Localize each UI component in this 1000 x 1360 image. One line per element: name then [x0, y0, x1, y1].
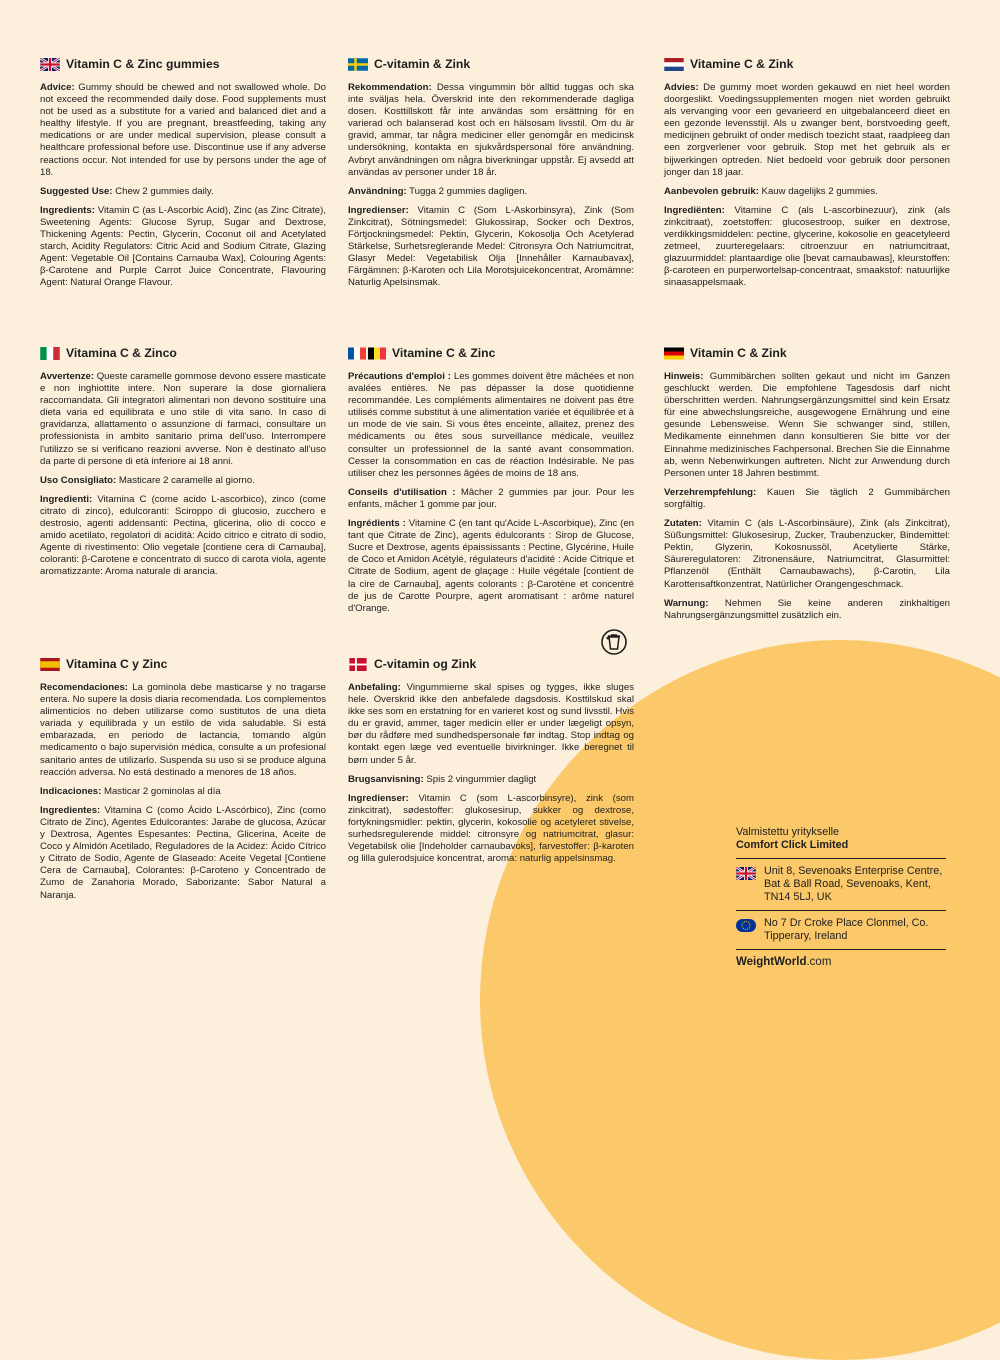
title-text: Vitamin C & Zinc gummies — [66, 56, 220, 71]
made-by-label: Valmistettu yritykselle — [736, 826, 839, 838]
ie-address: No 7 Dr Croke Place Clonmel, Co. Tipperary, Ireland — [764, 917, 929, 942]
section-title-es — [40, 656, 326, 672]
france-belgium-flags — [348, 347, 386, 360]
eu-flag-icon — [736, 919, 756, 932]
advice-paragraph: Advies: De gummy moet worden gekauwd en niet heel worden doorgeslikt. Voedingssupplementen mogen niet worden gebruikt als vervanging voor een gevarieerd en uitgebalanceerd dieet en een gezonde levensstijl. Als u zwanger bent, borstvoeding geeft, medicijnen gebruikt of onder medisch toezicht staat, raadpleeg dan een zorgverlener voor gebruik. Stop met het gebruik als er bijwerkingen optreden. Niet bedoeld voor gebruik door personen jonger dan 18 jaar. — [664, 82, 950, 178]
use-paragraph: Användning: Tugga 2 gummies dagligen. — [348, 185, 528, 197]
germany-flag-icon — [664, 347, 684, 360]
title-text: C-vitamin & Zink — [374, 56, 471, 71]
use-paragraph: Uso Consigliato: Masticare 2 caramelle al giorno. — [40, 474, 255, 486]
use-paragraph: Suggested Use: Chew 2 gummies daily. — [40, 185, 214, 197]
belgium-flag-icon — [368, 347, 386, 360]
advice-paragraph: Précautions d'emploi : Les gommes doivent être mâchées et non avalées entières. Ne pas dépasser la dose quotidienne recommandée. Les compléments alimentaires ne doivent pas être utilisés comme substitut à une alimentation variée et équilibrée et à un mode de vie sain. Si vous êtes enceinte, allaitez, prenez des médicaments ou êtes sous surveillance médicale, veuillez consulter un professionnel de la santé avant consommation. Cesser la consommation en cas de réaction Indésirable. Ne pas utiliser chez les personnes âgées de moins de 18 ans. — [348, 371, 634, 479]
ingredients-paragraph: Ingredienti: Vitamina C (come acido L-ascorbico), zinco (come citrato di zinco), edulcoranti: Sciroppo di glucosio, zucchero e destrosio, agenti addensanti: Pectina, glicerina, olio di cocco e amido acetilato, regolatori di acidità: Acido citrico e citrato di sodio, Agente di rivestimento: Olio vegetale [contiene cera di Carnauba], coloranti: β-Carotene e concentrato di succo di carota viola, agente aromatizzante: Aroma naturale di arancia. — [40, 493, 326, 578]
ingredients-paragraph: Ingredientes: Vitamina C (como Ácido L-Ascórbico), Zinc (como Citrato de Zinc), Agentes Edulcorantes: Jarabe de glucosa, Azúcar y Dextrosa, Agentes Espesantes: Pectina, Glicerina, Aceite de Coco y Almidón Acetilado, Reguladores de la Acidez: Ácido Cítrico y Citrato de Sodio, Agente de Glaseado: Aceite Vegetal [Contiene Cera de Carnauba], Colorantes: β-Caroteno y Concentrado de Zumo de Zanahoria Morado, Saborizante: Sabor Natural a Naranja. — [40, 804, 326, 901]
brand-suffix: .com — [806, 956, 832, 968]
advice-paragraph: Rekommendation: Dessa vingummin bör alltid tuggas och ska inte sväljas hela. Överskrid inte den rekommenderade dagliga dosen. Kosttillskott får inte användas som ersättning för en varierad och balanserad kost och en hälsosam livsstil. Om du är gravid, ammar, tar några mediciner eller genomgår en medicinsk undersökning, kontakta en sjukvårdspersonal före användning. Avbryt användningen om några biverkningar uppstår. Ej avsedd att användas av personer under 18 år. — [348, 82, 634, 178]
recycling-bin-icon — [600, 628, 628, 656]
section-french — [348, 345, 634, 622]
section-title-it — [40, 345, 326, 361]
section-swedish — [348, 56, 634, 297]
company-name: Comfort Click Limited — [736, 839, 849, 851]
uk-address: Unit 8, Sevenoaks Enterprise Centre, Bat & Ball Road, Sevenoaks, Kent, TN14 5LJ, UK — [764, 865, 943, 903]
title-text: Vitamina C y Zinc — [66, 656, 168, 671]
section-title-da — [348, 656, 634, 672]
title-text: Vitamine C & Zink — [690, 56, 794, 71]
use-paragraph: Aanbevolen gebruik: Kauw dagelijks 2 gummies. — [664, 185, 878, 197]
title-text: Vitamine C & Zinc — [392, 345, 496, 360]
section-title-fr — [348, 345, 634, 361]
section-spanish — [40, 656, 326, 909]
section-dutch — [664, 56, 950, 297]
brand-logo — [736, 956, 946, 969]
denmark-flag-icon — [348, 658, 368, 671]
warning-paragraph: Warnung: Nehmen Sie keine anderen zinkhaltigen Nahrungsergänzungsmittel zusätzlich ein. — [664, 597, 950, 621]
section-title-nl — [664, 56, 950, 72]
title-text: Vitamin C & Zink — [690, 345, 787, 360]
uk-address-row — [736, 858, 946, 904]
netherlands-flag-icon — [664, 58, 684, 71]
use-paragraph: Brugsanvisning: Spis 2 vingummier dagligt — [348, 773, 537, 785]
uk-flag-icon — [40, 58, 60, 71]
use-paragraph: Indicaciones: Masticar 2 gominolas al día — [40, 785, 221, 797]
ie-address-row — [736, 910, 946, 950]
ingredients-paragraph: Ingredients: Vitamin C (as L-Ascorbic Acid), Zinc (as Zinc Citrate), Sweetening Agents: Glucose Syrup, Sugar and Dextrose, Thickening Agents: Pectin, Glycerin, Coconut oil and Acetylated starch, Acidity Regulators: Citric Acid and Sodium Citrate, Glazing Agent: Vegetable Oil [Contains Carnauba Wax], Colouring Agents: β-Carotene and Purple Carrot Juice Concentrate, Flavouring Agent: Natural Orange Flavour. — [40, 204, 326, 289]
brand-name: WeightWorld — [736, 956, 807, 968]
ingredients-paragraph: Ingrediënten: Vitamine C (als L-ascorbinezuur), zink (als zinkcitraat), zoetstoffen: glucosestroop, suiker en dextrose, verdikkingsmiddelen: pectine, glycerine, kokosolie en geacetyleerd zetmeel, zuurteregelaars: citroenzuur en natriumcitraat, glazuurmiddel: plantaardige olie [bevat carnaubawas], kleurstoffen: β-caroteen en purperwortelsap-concentraat, smaakstof: natuurlijke sinaasappelsmaak. — [664, 204, 950, 289]
use-paragraph: Conseils d'utilisation : Mâcher 2 gummies par jour. Pour les enfants, mâcher 1 gomme par jour. — [348, 486, 634, 510]
advice-paragraph: Recomendaciones: La gominola debe masticarse y no tragarse entera. No supere la dosis diaria recomendada. Los complementos alimenticios no deben utilizarse como sustitutos de una dieta variada y equilibrada y un estilo de vida saludable. Si está embarazada, en periodo de lactancia, tomando algún medicamento o bajo supervisión médica, consulte a un profesional sanitario antes de utilizarlo. Suspenda su uso si se produce alguna reacción adversa. No está destinado a menores de 18 años. — [40, 682, 326, 778]
use-paragraph: Verzehrempfehlung: Kauen Sie täglich 2 Gummibärchen sorgfältig. — [664, 486, 950, 510]
section-title-en — [40, 56, 326, 72]
ingredients-paragraph: Ingredienser: Vitamin C (Som L-Askorbinsyra), Zink (Som Zinkcitrat), Sötningsmedel: Glukossirap, Socker och Dextros, Förtjockningsmedel: Pektin, Glycerin, Kokosolja Och Acetylerad Stärkelse, Surhetsreglerande Medel: Citronsyra Och Natriumcitrat, Glasyr Medel: Vegetabilisk Olja [Innehåller Karnaubavax], Färgämnen: β-Karoten och Lila Morotsjuicekoncentrat, Aromämne: Naturlig Apelsinsmak. — [348, 204, 634, 289]
spain-flag-icon — [40, 658, 60, 671]
uk-flag-icon — [736, 867, 756, 880]
section-english — [40, 56, 326, 297]
advice-paragraph: Avvertenze: Queste caramelle gommose devono essere masticate e non inghiottite intere. Non superare la dose giornaliera raccomandata. Gli integratori alimentari non devono sostituire una dieta varia ed equilibrata e uno stile di vita sano. In caso di gravidanza, allattamento o assunzione di farmaci, consultare un professionista in ambito sanitario prima dell'uso. Interrompere l'utilizzo se si verificano reazioni avverse. Non è destinato all'uso da parte di persone di età inferiore ai 18 anni. — [40, 371, 326, 467]
manufacturer-info — [736, 826, 946, 969]
sweden-flag-icon — [348, 58, 368, 71]
section-italian — [40, 345, 326, 586]
ingredients-paragraph: Zutaten: Vitamin C (als L-Ascorbinsäure), Zink (als Zinkcitrat), Süßungsmittel: Glukosesirup, Zucker, Traubenzucker, Bindemittel: Pektin, Glyzerin, Kokosnussöl, Acetylierte Stärke, Säureregulatoren: Zitronensäure, Natriumcitrat, Glasurmittel: Pflanzenöl (Enthält Carnaubawachs), β-Carotin, Lila Karottensaftkonzentrat, Natürlicher Orangengeschmack. — [664, 518, 950, 590]
advice-paragraph: Hinweis: Gummibärchen sollten gekaut und nicht im Ganzen geschluckt werden. Die empfohlene Tagesdosis darf nicht überschritten werden. Nahrungsergänzungsmittel sind kein Ersatz für eine abwechslungsreiche, ausgewogene Ernährung und eine gesunde Lebensweise. Wenn Sie schwanger sind, stillen, Medikamente einnehmen dann konsultieren Sie bitte vor der Einnahme medizinisches Fachpersonal. Brechen Sie die Einnahme ab, wenn Nebenwirkungen auftreten. Nicht zur Anwendung durch Personen unter 18 Jahren bestimmt. — [664, 371, 950, 479]
ingredients-paragraph: Ingredienser: Vitamin C (som L-ascorbinsyre), zink (som zinkcitrat), sødestoffer: glukosesirup, sukker og dextrose, fortykningsmidler: pektin, glycerin, kokosolie og acetyleret stivelse, surhedsregulerende middel: citronsyre og natriumcitrat, glasur: Vegetabilsk olie [Indeholder carnaubavoks], farvestoffer: β-karoten og lilla gulerodsjuice koncentrat, aroma: naturlig appelsinsmag. — [348, 792, 634, 865]
section-german — [664, 345, 950, 629]
section-title-sv — [348, 56, 634, 72]
advice-paragraph: Anbefaling: Vingummierne skal spises og tygges, ikke sluges hele. Overskrid ikke den anbefalede dagsdosis. Kosttilskud skal ikke ses som en erstatning for en varieret kost og sund livsstil. Hvis du er gravid, ammer, tager medicin eller er under lægeligt opsyn, bør du rådføre med sundhedspersonale før indtag. Stop indtag og kontakt egen læge ved eventuelle bivirkninger. Ikke beregnet til børn under 5 år. — [348, 682, 634, 766]
france-flag-icon — [348, 347, 366, 360]
title-text: Vitamina C & Zinco — [66, 345, 177, 360]
italy-flag-icon — [40, 347, 60, 360]
advice-paragraph: Advice: Gummy should be chewed and not swallowed whole. Do not exceed the recommended daily dose. Food supplements must not be used as a substitute for a varied and balanced diet and a healthy lifestyle. If you are pregnant, breastfeeding, taking any medications or are under medical supervision, please consult a healthcare professional before use. Discontinue use if any adverse reactions occur. Not intended for use by persons under the age of 18. — [40, 82, 326, 178]
ingredients-paragraph: Ingrédients : Vitamine C (en tant qu'Acide L-Ascorbique), Zinc (en tant que Citrate de Zinc), agents édulcorants : Sirop de Glucose, Sucre et Dextrose, agents épaississants : Pectine, Glycérine, Huile de Coco et Amidon Acétylé, régulateurs d'acidité : Acide Citrique et Citrate de Sodium, agent de glaçage : Huile végétale [contient de la cire de Carnauba], agents colorants : β-Carotène et concentré de jus de Carotte Pourpre, agent aromatisant : arôme naturel d'Orange. — [348, 518, 634, 614]
section-danish — [348, 656, 634, 872]
section-title-de — [664, 345, 950, 361]
title-text: C-vitamin og Zink — [374, 656, 477, 671]
